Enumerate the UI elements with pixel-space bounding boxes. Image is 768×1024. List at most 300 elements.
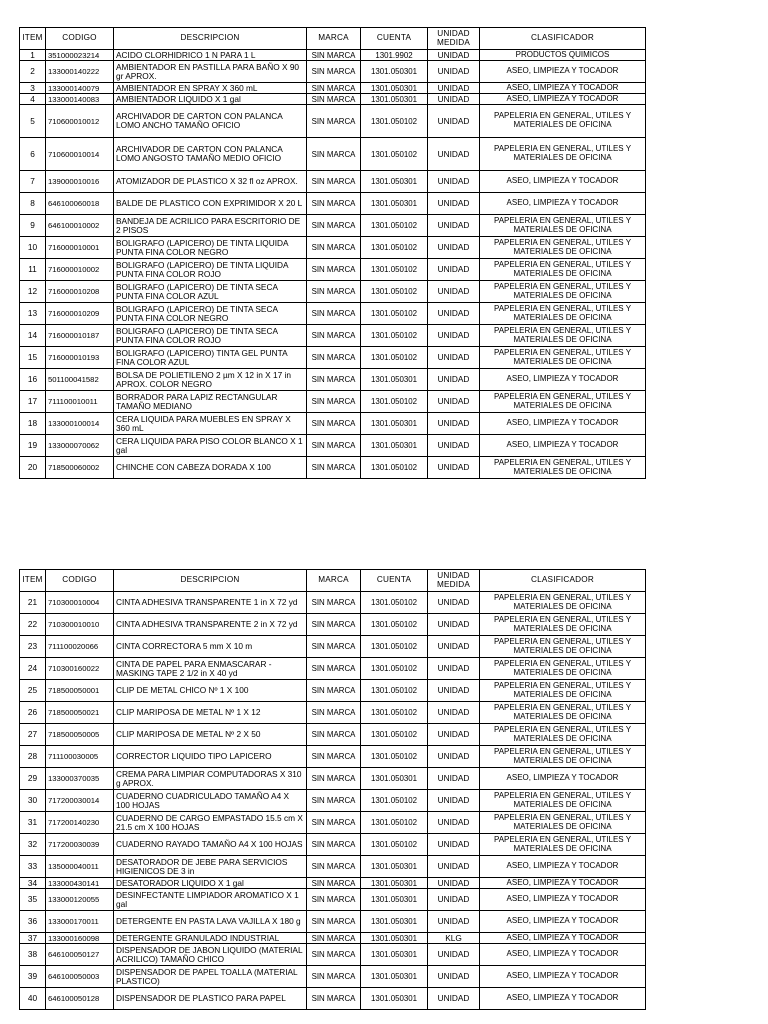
cell-unidad: UNIDAD bbox=[428, 325, 480, 347]
table-row bbox=[20, 325, 646, 347]
cell-codigo: 711100010011 bbox=[46, 391, 114, 413]
cell-codigo: 501100041582 bbox=[46, 369, 114, 391]
table-row bbox=[20, 171, 646, 193]
cell-clasificador: PAPELERIA EN GENERAL, UTILES Y MATERIALES DE OFICINA bbox=[480, 281, 646, 303]
cell-clasificador: PAPELERIA EN GENERAL, UTILES Y MATERIALES DE OFICINA bbox=[480, 215, 646, 237]
cell-item: 39 bbox=[20, 966, 46, 988]
cell-item: 2 bbox=[20, 61, 46, 83]
cell-unidad: UNIDAD bbox=[428, 768, 480, 790]
cell-item: 25 bbox=[20, 680, 46, 702]
cell-cuenta: 1301.050301 bbox=[361, 83, 428, 94]
cell-cuenta: 1301.050102 bbox=[361, 281, 428, 303]
cell-descripcion: BOLIGRAFO (LAPICERO) DE TINTA SECA PUNTA FINA COLOR AZUL bbox=[114, 281, 307, 303]
cell-cuenta: 1301.050102 bbox=[361, 592, 428, 614]
cell-unidad: UNIDAD bbox=[428, 834, 480, 856]
cell-unidad: UNIDAD bbox=[428, 435, 480, 457]
cell-item: 40 bbox=[20, 988, 46, 1010]
cell-unidad: UNIDAD bbox=[428, 50, 480, 61]
cell-clasificador: ASEO, LIMPIEZA Y TOCADOR bbox=[480, 944, 646, 966]
cell-marca: SIN MARCA bbox=[307, 435, 361, 457]
cell-unidad: UNIDAD bbox=[428, 746, 480, 768]
cell-marca: SIN MARCA bbox=[307, 856, 361, 878]
cell-clasificador: PRODUCTOS QUIMICOS bbox=[480, 50, 646, 61]
cell-clasificador: PAPELERIA EN GENERAL, UTILES Y MATERIALES DE OFICINA bbox=[480, 746, 646, 768]
cell-cuenta: 1301.050301 bbox=[361, 435, 428, 457]
cell-codigo: 711100030005 bbox=[46, 746, 114, 768]
cell-unidad: UNIDAD bbox=[428, 812, 480, 834]
table-row bbox=[20, 724, 646, 746]
cell-descripcion: BOLIGRAFO (LAPICERO) TINTA GEL PUNTA FINA COLOR AZUL bbox=[114, 347, 307, 369]
cell-unidad: UNIDAD bbox=[428, 303, 480, 325]
cell-item: 6 bbox=[20, 138, 46, 171]
cell-marca: SIN MARCA bbox=[307, 83, 361, 94]
table-row bbox=[20, 259, 646, 281]
cell-item: 35 bbox=[20, 889, 46, 911]
cell-marca: SIN MARCA bbox=[307, 658, 361, 680]
cell-cuenta: 1301.9902 bbox=[361, 50, 428, 61]
header-clasificador: CLASIFICADOR bbox=[480, 28, 646, 50]
cell-cuenta: 1301.050102 bbox=[361, 457, 428, 479]
header-descripcion: DESCRIPCION bbox=[114, 570, 307, 592]
cell-cuenta: 1301.050102 bbox=[361, 680, 428, 702]
cell-codigo: 710300160022 bbox=[46, 658, 114, 680]
cell-descripcion: DETERGENTE GRANULADO INDUSTRIAL bbox=[114, 933, 307, 944]
cell-cuenta: 1301.050102 bbox=[361, 347, 428, 369]
cell-descripcion: BOLIGRAFO (LAPICERO) DE TINTA SECA PUNTA FINA COLOR ROJO bbox=[114, 325, 307, 347]
cell-codigo: 646100060018 bbox=[46, 193, 114, 215]
cell-item: 38 bbox=[20, 944, 46, 966]
cell-codigo: 710300010004 bbox=[46, 592, 114, 614]
table-row bbox=[20, 94, 646, 105]
cell-codigo: 646100050127 bbox=[46, 944, 114, 966]
cell-codigo: 717200030014 bbox=[46, 790, 114, 812]
cell-clasificador: PAPELERIA EN GENERAL, UTILES Y MATERIALES DE OFICINA bbox=[480, 259, 646, 281]
cell-clasificador: ASEO, LIMPIEZA Y TOCADOR bbox=[480, 911, 646, 933]
table-row bbox=[20, 413, 646, 435]
table-row bbox=[20, 966, 646, 988]
cell-clasificador: PAPELERIA EN GENERAL, UTILES Y MATERIALES DE OFICINA bbox=[480, 391, 646, 413]
cell-marca: SIN MARCA bbox=[307, 790, 361, 812]
table-row bbox=[20, 680, 646, 702]
cell-descripcion: AMBIENTADOR EN PASTILLA PARA BAÑO X 90 gr APROX. bbox=[114, 61, 307, 83]
cell-descripcion: CORRECTOR LIQUIDO TIPO LAPICERO bbox=[114, 746, 307, 768]
table-row bbox=[20, 636, 646, 658]
cell-cuenta: 1301.050301 bbox=[361, 966, 428, 988]
header-cuenta: CUENTA bbox=[361, 570, 428, 592]
cell-codigo: 717200140230 bbox=[46, 812, 114, 834]
cell-descripcion: DESATORADOR DE JEBE PARA SERVICIOS HIGIENICOS DE 3 in bbox=[114, 856, 307, 878]
cell-marca: SIN MARCA bbox=[307, 636, 361, 658]
cell-unidad: UNIDAD bbox=[428, 391, 480, 413]
cell-codigo: 351000023214 bbox=[46, 50, 114, 61]
cell-item: 4 bbox=[20, 94, 46, 105]
cell-marca: SIN MARCA bbox=[307, 592, 361, 614]
cell-descripcion: ARCHIVADOR DE CARTON CON PALANCA LOMO ANCHO TAMAÑO OFICIO bbox=[114, 105, 307, 138]
cell-clasificador: ASEO, LIMPIEZA Y TOCADOR bbox=[480, 768, 646, 790]
cell-codigo: 133000100014 bbox=[46, 413, 114, 435]
cell-marca: SIN MARCA bbox=[307, 812, 361, 834]
cell-clasificador: ASEO, LIMPIEZA Y TOCADOR bbox=[480, 878, 646, 889]
cell-unidad: UNIDAD bbox=[428, 193, 480, 215]
cell-clasificador: PAPELERIA EN GENERAL, UTILES Y MATERIALES DE OFICINA bbox=[480, 702, 646, 724]
cell-cuenta: 1301.050102 bbox=[361, 658, 428, 680]
cell-unidad: KLG bbox=[428, 933, 480, 944]
cell-clasificador: ASEO, LIMPIEZA Y TOCADOR bbox=[480, 435, 646, 457]
header-unidad: UNIDAD MEDIDA bbox=[428, 570, 480, 592]
cell-descripcion: CLIP MARIPOSA DE METAL Nº 2 X 50 bbox=[114, 724, 307, 746]
cell-descripcion: DETERGENTE EN PASTA LAVA VAJILLA X 180 g bbox=[114, 911, 307, 933]
cell-codigo: 133000430141 bbox=[46, 878, 114, 889]
cell-clasificador: PAPELERIA EN GENERAL, UTILES Y MATERIALES DE OFICINA bbox=[480, 680, 646, 702]
cell-codigo: 716000010001 bbox=[46, 237, 114, 259]
cell-marca: SIN MARCA bbox=[307, 966, 361, 988]
cell-descripcion: CLIP MARIPOSA DE METAL Nº 1 X 12 bbox=[114, 702, 307, 724]
header-marca: MARCA bbox=[307, 570, 361, 592]
cell-cuenta: 1301.050301 bbox=[361, 944, 428, 966]
cell-marca: SIN MARCA bbox=[307, 303, 361, 325]
cell-descripcion: DISPENSADOR DE JABON LIQUIDO (MATERIAL ACRILICO) TAMAÑO CHICO bbox=[114, 944, 307, 966]
cell-cuenta: 1301.050301 bbox=[361, 768, 428, 790]
cell-item: 26 bbox=[20, 702, 46, 724]
cell-item: 3 bbox=[20, 83, 46, 94]
cell-descripcion: CINTA CORRECTORA 5 mm X 10 m bbox=[114, 636, 307, 658]
cell-unidad: UNIDAD bbox=[428, 347, 480, 369]
cell-item: 18 bbox=[20, 413, 46, 435]
cell-unidad: UNIDAD bbox=[428, 105, 480, 138]
cell-unidad: UNIDAD bbox=[428, 702, 480, 724]
header-item: ITEM bbox=[20, 570, 46, 592]
cell-cuenta: 1301.050102 bbox=[361, 614, 428, 636]
cell-unidad: UNIDAD bbox=[428, 215, 480, 237]
cell-unidad: UNIDAD bbox=[428, 259, 480, 281]
cell-unidad: UNIDAD bbox=[428, 592, 480, 614]
cell-marca: SIN MARCA bbox=[307, 933, 361, 944]
cell-marca: SIN MARCA bbox=[307, 702, 361, 724]
cell-item: 31 bbox=[20, 812, 46, 834]
cell-codigo: 710600010012 bbox=[46, 105, 114, 138]
cell-marca: SIN MARCA bbox=[307, 171, 361, 193]
table-row bbox=[20, 614, 646, 636]
cell-clasificador: PAPELERIA EN GENERAL, UTILES Y MATERIALES DE OFICINA bbox=[480, 834, 646, 856]
cell-descripcion: CERA LIQUIDA PARA PISO COLOR BLANCO X 1 gal bbox=[114, 435, 307, 457]
cell-marca: SIN MARCA bbox=[307, 50, 361, 61]
cell-unidad: UNIDAD bbox=[428, 281, 480, 303]
cell-cuenta: 1301.050102 bbox=[361, 303, 428, 325]
cell-item: 15 bbox=[20, 347, 46, 369]
cell-marca: SIN MARCA bbox=[307, 215, 361, 237]
table-row bbox=[20, 369, 646, 391]
cell-codigo: 717200030039 bbox=[46, 834, 114, 856]
cell-cuenta: 1301.050301 bbox=[361, 911, 428, 933]
cell-unidad: UNIDAD bbox=[428, 413, 480, 435]
cell-marca: SIN MARCA bbox=[307, 878, 361, 889]
table-row bbox=[20, 768, 646, 790]
table-row bbox=[20, 988, 646, 1010]
cell-codigo: 716000010193 bbox=[46, 347, 114, 369]
cell-codigo: 646100050003 bbox=[46, 966, 114, 988]
cell-codigo: 133000370035 bbox=[46, 768, 114, 790]
cell-marca: SIN MARCA bbox=[307, 746, 361, 768]
cell-cuenta: 1301.050102 bbox=[361, 259, 428, 281]
cell-descripcion: BOLSA DE POLIETILENO 2 µm X 12 in X 17 in APROX. COLOR NEGRO bbox=[114, 369, 307, 391]
cell-item: 33 bbox=[20, 856, 46, 878]
cell-cuenta: 1301.050301 bbox=[361, 889, 428, 911]
cell-descripcion: DESINFECTANTE LIMPIADOR AROMATICO X 1 gal bbox=[114, 889, 307, 911]
cell-descripcion: CLIP DE METAL CHICO Nº 1 X 100 bbox=[114, 680, 307, 702]
cell-descripcion: ACIDO CLORHIDRICO 1 N PARA 1 L bbox=[114, 50, 307, 61]
cell-descripcion: CHINCHE CON CABEZA DORADA X 100 bbox=[114, 457, 307, 479]
cell-marca: SIN MARCA bbox=[307, 911, 361, 933]
cell-codigo: 716000010002 bbox=[46, 259, 114, 281]
cell-cuenta: 1301.050102 bbox=[361, 724, 428, 746]
cell-item: 34 bbox=[20, 878, 46, 889]
table-row bbox=[20, 193, 646, 215]
cell-codigo: 711100020066 bbox=[46, 636, 114, 658]
cell-marca: SIN MARCA bbox=[307, 237, 361, 259]
cell-clasificador: PAPELERIA EN GENERAL, UTILES Y MATERIALES DE OFICINA bbox=[480, 325, 646, 347]
cell-item: 10 bbox=[20, 237, 46, 259]
cell-unidad: UNIDAD bbox=[428, 83, 480, 94]
cell-codigo: 646100010002 bbox=[46, 215, 114, 237]
header-clasificador: CLASIFICADOR bbox=[480, 570, 646, 592]
table-row bbox=[20, 391, 646, 413]
cell-unidad: UNIDAD bbox=[428, 911, 480, 933]
cell-item: 36 bbox=[20, 911, 46, 933]
cell-unidad: UNIDAD bbox=[428, 171, 480, 193]
cell-item: 17 bbox=[20, 391, 46, 413]
cell-descripcion: AMBIENTADOR LIQUIDO X 1 gal bbox=[114, 94, 307, 105]
cell-unidad: UNIDAD bbox=[428, 614, 480, 636]
cell-marca: SIN MARCA bbox=[307, 724, 361, 746]
cell-unidad: UNIDAD bbox=[428, 988, 480, 1010]
table-row bbox=[20, 933, 646, 944]
cell-cuenta: 1301.050301 bbox=[361, 61, 428, 83]
cell-clasificador: ASEO, LIMPIEZA Y TOCADOR bbox=[480, 988, 646, 1010]
cell-descripcion: CUADERNO CUADRICULADO TAMAÑO A4 X 100 HOJAS bbox=[114, 790, 307, 812]
cell-marca: SIN MARCA bbox=[307, 94, 361, 105]
cell-codigo: 646100050128 bbox=[46, 988, 114, 1010]
cell-item: 13 bbox=[20, 303, 46, 325]
table-row bbox=[20, 435, 646, 457]
cell-unidad: UNIDAD bbox=[428, 790, 480, 812]
cell-codigo: 716000010209 bbox=[46, 303, 114, 325]
cell-marca: SIN MARCA bbox=[307, 680, 361, 702]
cell-marca: SIN MARCA bbox=[307, 889, 361, 911]
cell-item: 1 bbox=[20, 50, 46, 61]
table-row bbox=[20, 856, 646, 878]
cell-descripcion: CUADERNO DE CARGO EMPASTADO 15.5 cm X 21.5 cm X 100 HOJAS bbox=[114, 812, 307, 834]
cell-marca: SIN MARCA bbox=[307, 193, 361, 215]
cell-item: 32 bbox=[20, 834, 46, 856]
cell-marca: SIN MARCA bbox=[307, 347, 361, 369]
cell-descripcion: CREMA PARA LIMPIAR COMPUTADORAS X 310 g APROX. bbox=[114, 768, 307, 790]
cell-item: 21 bbox=[20, 592, 46, 614]
cell-codigo: 716000010208 bbox=[46, 281, 114, 303]
cell-unidad: UNIDAD bbox=[428, 966, 480, 988]
header-unidad: UNIDAD MEDIDA bbox=[428, 28, 480, 50]
table-row bbox=[20, 105, 646, 138]
cell-unidad: UNIDAD bbox=[428, 138, 480, 171]
cell-clasificador: ASEO, LIMPIEZA Y TOCADOR bbox=[480, 966, 646, 988]
cell-clasificador: ASEO, LIMPIEZA Y TOCADOR bbox=[480, 61, 646, 83]
cell-cuenta: 1301.050102 bbox=[361, 325, 428, 347]
cell-cuenta: 1301.050102 bbox=[361, 702, 428, 724]
table-row bbox=[20, 592, 646, 614]
cell-codigo: 718500060002 bbox=[46, 457, 114, 479]
cell-item: 11 bbox=[20, 259, 46, 281]
cell-clasificador: PAPELERIA EN GENERAL, UTILES Y MATERIALES DE OFICINA bbox=[480, 636, 646, 658]
cell-descripcion: ARCHIVADOR DE CARTON CON PALANCA LOMO ANGOSTO TAMAÑO MEDIO OFICIO bbox=[114, 138, 307, 171]
cell-cuenta: 1301.050301 bbox=[361, 856, 428, 878]
cell-codigo: 133000140083 bbox=[46, 94, 114, 105]
cell-codigo: 133000170011 bbox=[46, 911, 114, 933]
header-item: ITEM bbox=[20, 28, 46, 50]
inventory-table-2 bbox=[19, 569, 646, 1010]
cell-marca: SIN MARCA bbox=[307, 391, 361, 413]
cell-marca: SIN MARCA bbox=[307, 325, 361, 347]
cell-descripcion: DISPENSADOR DE PLASTICO PARA PAPEL bbox=[114, 988, 307, 1010]
cell-descripcion: BOLIGRAFO (LAPICERO) DE TINTA SECA PUNTA FINA COLOR NEGRO bbox=[114, 303, 307, 325]
cell-item: 29 bbox=[20, 768, 46, 790]
cell-clasificador: ASEO, LIMPIEZA Y TOCADOR bbox=[480, 94, 646, 105]
cell-codigo: 710600010014 bbox=[46, 138, 114, 171]
table-row bbox=[20, 746, 646, 768]
cell-clasificador: ASEO, LIMPIEZA Y TOCADOR bbox=[480, 933, 646, 944]
cell-cuenta: 1301.050102 bbox=[361, 237, 428, 259]
cell-codigo: 133000140222 bbox=[46, 61, 114, 83]
cell-codigo: 718500050021 bbox=[46, 702, 114, 724]
cell-descripcion: CINTA DE PAPEL PARA ENMASCARAR - MASKING TAPE 2 1/2 in X 40 yd bbox=[114, 658, 307, 680]
cell-item: 12 bbox=[20, 281, 46, 303]
table-row bbox=[20, 138, 646, 171]
table-row bbox=[20, 790, 646, 812]
table-row bbox=[20, 61, 646, 83]
table-row bbox=[20, 834, 646, 856]
cell-cuenta: 1301.050102 bbox=[361, 746, 428, 768]
cell-descripcion: DESATORADOR LIQUIDO X 1 gal bbox=[114, 878, 307, 889]
cell-marca: SIN MARCA bbox=[307, 988, 361, 1010]
cell-clasificador: ASEO, LIMPIEZA Y TOCADOR bbox=[480, 193, 646, 215]
cell-cuenta: 1301.050301 bbox=[361, 878, 428, 889]
table-row bbox=[20, 878, 646, 889]
cell-descripcion: ATOMIZADOR DE PLASTICO X 32 fl oz APROX. bbox=[114, 171, 307, 193]
cell-marca: SIN MARCA bbox=[307, 61, 361, 83]
cell-cuenta: 1301.050102 bbox=[361, 834, 428, 856]
header-marca: MARCA bbox=[307, 28, 361, 50]
cell-descripcion: BALDE DE PLASTICO CON EXPRIMIDOR X 20 L bbox=[114, 193, 307, 215]
cell-marca: SIN MARCA bbox=[307, 413, 361, 435]
cell-clasificador: PAPELERIA EN GENERAL, UTILES Y MATERIALES DE OFICINA bbox=[480, 724, 646, 746]
cell-unidad: UNIDAD bbox=[428, 94, 480, 105]
table-row bbox=[20, 303, 646, 325]
cell-codigo: 135000040011 bbox=[46, 856, 114, 878]
table-row bbox=[20, 658, 646, 680]
cell-marca: SIN MARCA bbox=[307, 457, 361, 479]
cell-marca: SIN MARCA bbox=[307, 105, 361, 138]
cell-marca: SIN MARCA bbox=[307, 281, 361, 303]
cell-unidad: UNIDAD bbox=[428, 889, 480, 911]
cell-marca: SIN MARCA bbox=[307, 614, 361, 636]
cell-marca: SIN MARCA bbox=[307, 259, 361, 281]
table-row bbox=[20, 347, 646, 369]
cell-item: 24 bbox=[20, 658, 46, 680]
cell-unidad: UNIDAD bbox=[428, 680, 480, 702]
cell-item: 8 bbox=[20, 193, 46, 215]
cell-cuenta: 1301.050301 bbox=[361, 988, 428, 1010]
cell-clasificador: PAPELERIA EN GENERAL, UTILES Y MATERIALES DE OFICINA bbox=[480, 614, 646, 636]
table-row bbox=[20, 702, 646, 724]
cell-descripcion: BOLIGRAFO (LAPICERO) DE TINTA LIQUIDA PUNTA FINA COLOR ROJO bbox=[114, 259, 307, 281]
cell-cuenta: 1301.050301 bbox=[361, 94, 428, 105]
table-row bbox=[20, 457, 646, 479]
cell-item: 28 bbox=[20, 746, 46, 768]
header-codigo: CODIGO bbox=[46, 570, 114, 592]
cell-marca: SIN MARCA bbox=[307, 768, 361, 790]
cell-item: 20 bbox=[20, 457, 46, 479]
cell-unidad: UNIDAD bbox=[428, 369, 480, 391]
table-row bbox=[20, 50, 646, 61]
cell-clasificador: ASEO, LIMPIEZA Y TOCADOR bbox=[480, 856, 646, 878]
table-row bbox=[20, 281, 646, 303]
table-row bbox=[20, 944, 646, 966]
cell-cuenta: 1301.050301 bbox=[361, 171, 428, 193]
cell-descripcion: CINTA ADHESIVA TRANSPARENTE 1 in X 72 yd bbox=[114, 592, 307, 614]
cell-unidad: UNIDAD bbox=[428, 61, 480, 83]
cell-codigo: 133000070062 bbox=[46, 435, 114, 457]
header-cuenta: CUENTA bbox=[361, 28, 428, 50]
cell-item: 9 bbox=[20, 215, 46, 237]
cell-codigo: 718500050001 bbox=[46, 680, 114, 702]
cell-item: 19 bbox=[20, 435, 46, 457]
cell-marca: SIN MARCA bbox=[307, 834, 361, 856]
table-row bbox=[20, 215, 646, 237]
cell-item: 30 bbox=[20, 790, 46, 812]
cell-descripcion: BOLIGRAFO (LAPICERO) DE TINTA LIQUIDA PUNTA FINA COLOR NEGRO bbox=[114, 237, 307, 259]
table-row bbox=[20, 911, 646, 933]
cell-clasificador: PAPELERIA EN GENERAL, UTILES Y MATERIALES DE OFICINA bbox=[480, 658, 646, 680]
cell-cuenta: 1301.050102 bbox=[361, 391, 428, 413]
table-row bbox=[20, 237, 646, 259]
header-descripcion: DESCRIPCION bbox=[114, 28, 307, 50]
table-row bbox=[20, 889, 646, 911]
cell-codigo: 716000010187 bbox=[46, 325, 114, 347]
table-row bbox=[20, 812, 646, 834]
cell-marca: SIN MARCA bbox=[307, 944, 361, 966]
cell-item: 14 bbox=[20, 325, 46, 347]
cell-descripcion: BANDEJA DE ACRILICO PARA ESCRITORIO DE 2 PISOS bbox=[114, 215, 307, 237]
header-codigo: CODIGO bbox=[46, 28, 114, 50]
cell-item: 5 bbox=[20, 105, 46, 138]
cell-unidad: UNIDAD bbox=[428, 457, 480, 479]
header-row bbox=[20, 570, 646, 592]
cell-unidad: UNIDAD bbox=[428, 878, 480, 889]
cell-cuenta: 1301.050301 bbox=[361, 413, 428, 435]
cell-unidad: UNIDAD bbox=[428, 658, 480, 680]
cell-codigo: 133000140079 bbox=[46, 83, 114, 94]
header-row bbox=[20, 28, 646, 50]
cell-clasificador: PAPELERIA EN GENERAL, UTILES Y MATERIALES DE OFICINA bbox=[480, 138, 646, 171]
cell-codigo: 718500050005 bbox=[46, 724, 114, 746]
cell-cuenta: 1301.050301 bbox=[361, 933, 428, 944]
cell-clasificador: ASEO, LIMPIEZA Y TOCADOR bbox=[480, 413, 646, 435]
cell-clasificador: ASEO, LIMPIEZA Y TOCADOR bbox=[480, 83, 646, 94]
cell-item: 27 bbox=[20, 724, 46, 746]
cell-cuenta: 1301.050102 bbox=[361, 812, 428, 834]
cell-clasificador: PAPELERIA EN GENERAL, UTILES Y MATERIALES DE OFICINA bbox=[480, 812, 646, 834]
cell-unidad: UNIDAD bbox=[428, 856, 480, 878]
cell-clasificador: PAPELERIA EN GENERAL, UTILES Y MATERIALES DE OFICINA bbox=[480, 237, 646, 259]
cell-clasificador: PAPELERIA EN GENERAL, UTILES Y MATERIALES DE OFICINA bbox=[480, 105, 646, 138]
